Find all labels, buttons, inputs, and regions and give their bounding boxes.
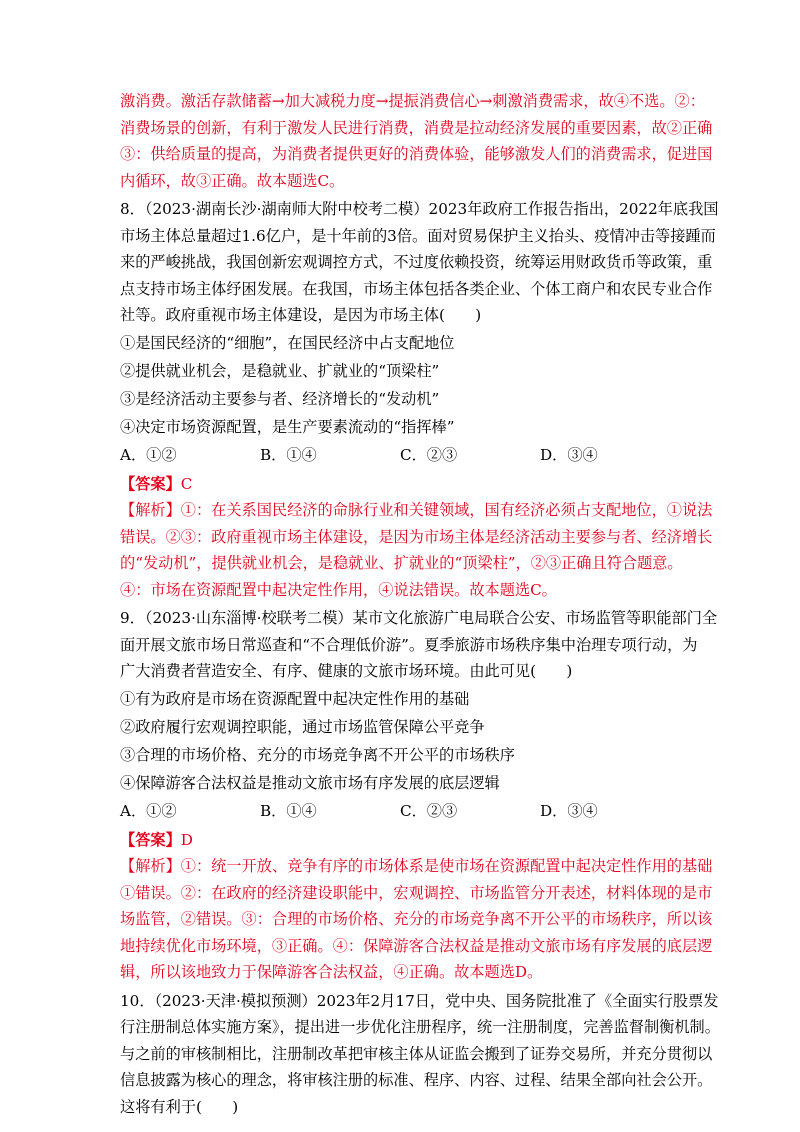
question-9 [120,605,718,986]
analysis-line: 【解析】①：统一开放、竞争有序的市场体系是使市场在资源配置中起决定性作用的基础 [120,857,713,875]
choice-c: C．②③ [400,802,458,820]
answer-choices [120,798,690,825]
analysis-line: 【解析】①：在关系国民经济的命脉行业和关键领域，国有经济必须占支配地位，①说法 [120,501,713,519]
question-stem-line: 广大消费者营造安全、有序、健康的文旅市场环境。由此可见( ) [120,662,573,680]
question-stem-line: 行注册制总体实施方案》，提出进一步优化注册程序，统一注册制度，完善监督制衡机制。 [120,1018,720,1036]
explanation-line: 内循环，故③正确。故本题选C。 [120,171,345,190]
question-8 [120,196,719,603]
answer-tag: 【答案】 [120,474,181,493]
statement-option: ④决定市场资源配置，是生产要素流动的“指挥棒” [120,418,455,436]
prev-question-explanation [120,88,713,194]
question-stem-line: 8．（2023·湖南长沙·湖南师大附中校考二模）2023年政府工作报告指出，2022年底我国 [120,200,719,218]
statement-option: ③合理的市场价格、充分的市场竞争离不开公平的市场秩序 [120,746,515,764]
statement-option: ①有为政府是市场在资源配置中起决定性作用的基础 [120,690,470,708]
answer-value: C [180,474,193,493]
answer-choices [120,442,690,469]
analysis-line: 的“发动机”，提供就业机会，是稳就业、扩就业的“顶梁柱”，②③正确且符合题意。 [120,554,683,572]
choice-a: A．①② [120,446,177,464]
analysis [120,853,713,986]
explanation-line: ③：供给质量的提高，为消费者提供更好的消费体验，能够激发人们的消费需求，促进国 [120,145,713,163]
question-stem-line: 这将有利于( ) [120,1097,239,1116]
statement-option: ②提供就业机会，是稳就业、扩就业的“顶梁柱” [120,362,440,380]
question-stem-line: 与之前的审核制相比，注册制改革把审核主体从证监会搬到了证券交易所，并充分贯彻以 [120,1044,713,1063]
choice-b: B．①④ [260,802,317,820]
question-stem-line: 10．（2023·天津·模拟预测）2023年2月17日，党中央、国务院批准了《全面实行股票发 [120,991,719,1010]
choice-b: B．①④ [260,446,317,464]
answer-line [120,827,690,854]
statement-option: ①是国民经济的“细胞”，在国民经济中占支配地位 [120,334,455,352]
statement-option: ④保障游客合法权益是推动文旅市场有序发展的底层逻辑 [120,774,500,792]
question-stem-line: 点支持市场主体纾困发展。在我国，市场主体包括各类企业、个体工商户和农民专业合作 [120,279,713,298]
statement-option: ③是经济活动主要参与者、经济增长的“发动机” [120,390,440,408]
answer-tag: 【答案】 [120,830,181,849]
analysis-line: 场监管，②错误。③：合理的市场价格、充分的市场竞争离不开公平的市场秩序，所以该 [120,910,713,928]
analysis-line: 错误。②③：政府重视市场主体建设，是因为市场主体是经济活动主要参与者、经济增长 [120,527,713,546]
choice-d: D．③④ [540,446,598,464]
question-10 [120,988,720,1121]
answer-value: D [180,830,193,849]
question-stem-line: 社等。政府重视市场主体建设，是因为市场主体( ) [120,306,482,324]
question-stem-line: 面开展文旅市场日常巡查和“不合理低价游”。夏季旅游市场秩序集中治理专项行动，为 [120,635,698,654]
statement-option: ②政府履行宏观调控职能，通过市场监管保障公平竞争 [120,718,485,736]
analysis-line: ①错误。②：在政府的经济建设职能中，宏观调控、市场监管分开表述，材料体现的是市 [120,883,713,902]
analysis-line: ④：市场在资源配置中起决定性作用，④说法错误。故本题选C。 [120,580,557,599]
analysis-line: 辑，所以该地致力于保障游客合法权益，④正确。故本题选D。 [120,963,543,981]
choice-d: D．③④ [540,802,598,820]
analysis [120,497,713,603]
analysis-line: 地持续优化市场环境，③正确。④：保障游客合法权益是推动文旅市场有序发展的底层逻 [120,936,713,955]
answer-line [120,471,690,498]
question-stem-line: 来的严峻挑战，我国创新宏观调控方式，不过度依赖投资，统筹运用财政货币等政策，重 [120,253,713,271]
question-stem-line: 9．（2023·山东淄博·校联考二模）某市文化旅游广电局联合公安、市场监管等职能部门全 [120,609,718,627]
question-stem-line: 信息披露为核心的理念，将审核注册的标准、程序、内容、过程、结果全部向社会公开。 [120,1071,713,1089]
document-page [120,88,720,1120]
explanation-line: 消费场景的创新，有利于激发人民进行消费，消费是拉动经济发展的重要因素，故②正确 [120,118,713,137]
choice-a: A．①② [120,802,177,820]
choice-c: C．②③ [400,446,458,464]
question-stem-line: 市场主体总量超过1.6亿户，是十年前的3倍。面对贸易保护主义抬头、疫情冲击等接踵而 [120,226,716,245]
explanation-line: 激消费。激活存款储蓄→加大减税力度→提振消费信心→刺激消费需求，故④不选。②： [120,92,705,110]
